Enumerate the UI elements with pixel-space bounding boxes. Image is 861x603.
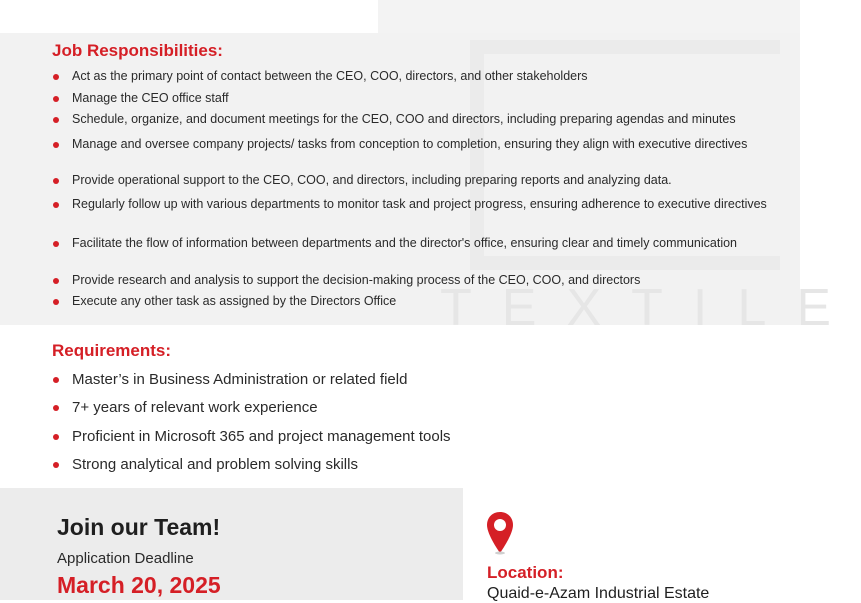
deadline-date: March 20, 2025 <box>57 572 221 598</box>
list-item: Strong analytical and problem solving skills <box>52 456 652 474</box>
list-item: Execute any other task as assigned by the Directors Office <box>52 294 772 309</box>
deadline-label: Application Deadline <box>57 550 194 567</box>
bullet-dot-icon <box>53 96 59 102</box>
list-item: 7+ years of relevant work experience <box>52 399 652 417</box>
join-heading: Join our Team! <box>57 514 221 540</box>
list-item: Facilitate the flow of information between departments and the director's office, ensuring clear and timely communication <box>52 236 772 251</box>
list-item: Proficient in Microsoft 365 and project management tools <box>52 428 652 446</box>
bullet-dot-icon <box>53 462 59 468</box>
list-item: Act as the primary point of contact between the CEO, COO, directors, and other stakeholders <box>52 69 772 84</box>
list-item: Master’s in Business Administration or related field <box>52 371 652 389</box>
responsibilities-heading: Job Responsibilities: <box>52 41 223 60</box>
list-item: Provide research and analysis to support the decision-making process of the CEO, COO, and directors <box>52 273 772 288</box>
list-item: Regularly follow up with various departments to monitor task and project progress, ensuring adherence to executive directives <box>52 197 772 212</box>
bullet-dot-icon <box>53 434 59 440</box>
top-strip-right <box>378 0 800 33</box>
bullet-dot-icon <box>53 299 59 305</box>
list-item: Manage the CEO office staff <box>52 91 772 106</box>
bullet-dot-icon <box>53 74 59 80</box>
bullet-dot-icon <box>53 142 59 148</box>
bullet-dot-icon <box>53 241 59 247</box>
bullet-dot-icon <box>53 405 59 411</box>
bullet-dot-icon <box>53 178 59 184</box>
location-heading: Location: <box>487 563 564 582</box>
bullet-dot-icon <box>53 202 59 208</box>
list-item: Provide operational support to the CEO, COO, and directors, including preparing reports and analyzing data. <box>52 173 772 188</box>
list-item: Manage and oversee company projects/ tasks from conception to completion, ensuring they align with executive directives <box>52 137 772 152</box>
map-pin-icon <box>484 510 516 556</box>
bullet-dot-icon <box>53 278 59 284</box>
requirements-heading: Requirements: <box>52 341 172 360</box>
bullet-dot-icon <box>53 377 59 383</box>
list-item: Schedule, organize, and document meetings for the CEO, COO and directors, including preparing agendas and minutes <box>52 112 772 127</box>
bullet-dot-icon <box>53 117 59 123</box>
location-text: Quaid-e-Azam Industrial Estate <box>487 585 710 602</box>
watermark-text: TEXTILE <box>440 279 861 337</box>
